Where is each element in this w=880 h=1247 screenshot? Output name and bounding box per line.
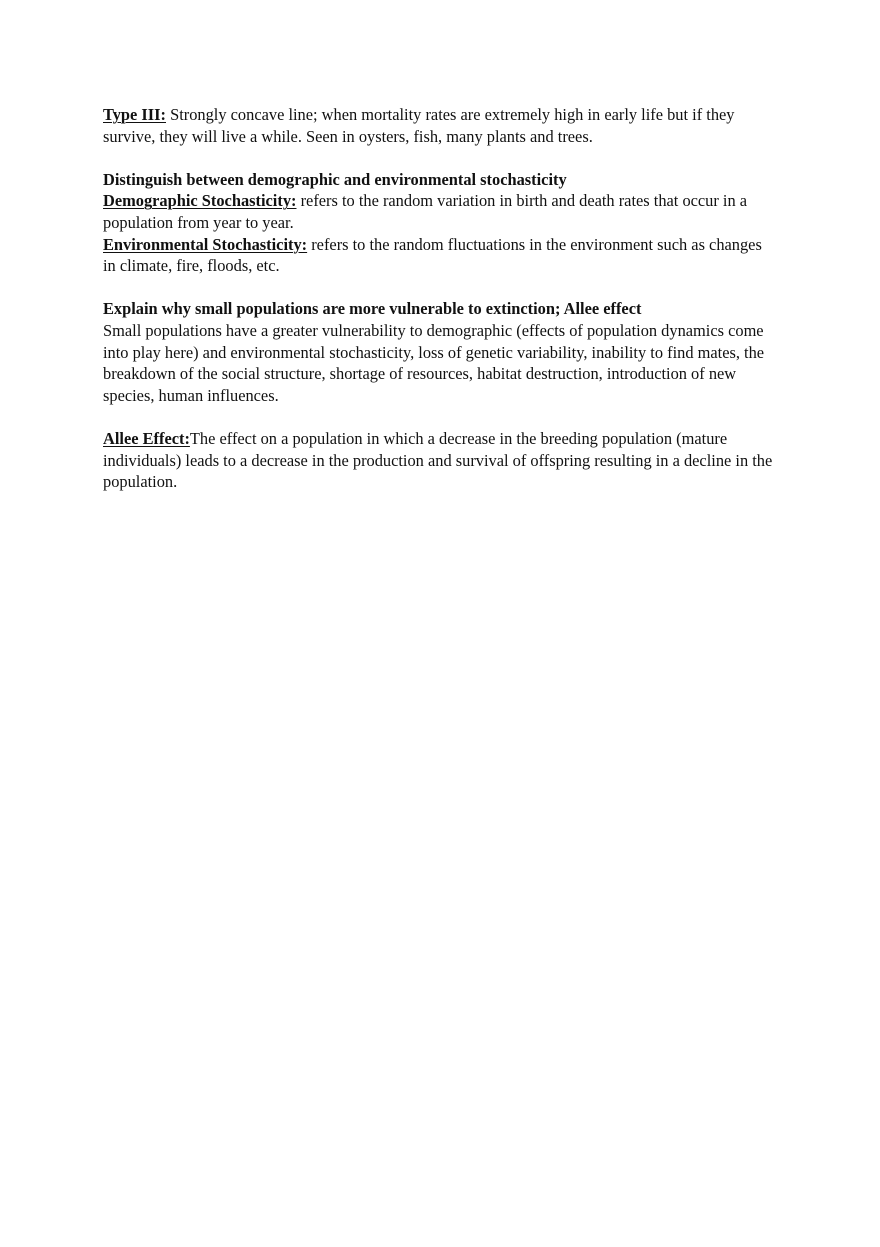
paragraph-gap (103, 277, 778, 299)
allee-effect-term: Allee Effect: (103, 428, 190, 448)
demographic-stochasticity-text: refers to the random variation in birth and death rates that occur in a population from year to year. (103, 191, 748, 232)
environmental-stochasticity-paragraph (103, 234, 778, 277)
demographic-stochasticity-term: Demographic Stochasticity: (103, 191, 297, 211)
paragraph-gap (103, 406, 778, 428)
type-iii-text: Strongly concave line; when mortality rates are extremely high in early life but if they survive, they will live a while. Seen in oysters, fish, many plants and trees. (103, 105, 735, 146)
demographic-stochasticity-paragraph (103, 190, 778, 233)
small-populations-paragraph: Small populations have a greater vulnerability to demographic (effects of population dynamics come into play here) and environmental stochasticity, loss of genetic variability, inability to find mates, the breakdown of the social structure, shortage of resources, habitat destruction, introduction of new species, human influences. (103, 320, 765, 405)
allee-effect-paragraph (103, 428, 778, 493)
type-iii-paragraph (103, 104, 778, 147)
type-iii-term: Type III: (103, 105, 166, 124)
stochasticity-heading: Distinguish between demographic and environmental stochasticity (103, 169, 567, 189)
environmental-stochasticity-term: Environmental Stochasticity: (103, 234, 308, 254)
paragraph-gap (103, 147, 778, 169)
small-populations-heading: Explain why small populations are more vulnerable to extinction; Allee effect (103, 299, 642, 319)
environmental-stochasticity-text: refers to the random fluctuations in the environment such as changes in climate, fire, floods, etc. (103, 234, 762, 276)
allee-effect-text: The effect on a population in which a decrease in the breeding population (mature individuals) leads to a decrease in the production and survival of offspring resulting in a decline in the population. (103, 428, 773, 492)
document-body (103, 104, 778, 493)
